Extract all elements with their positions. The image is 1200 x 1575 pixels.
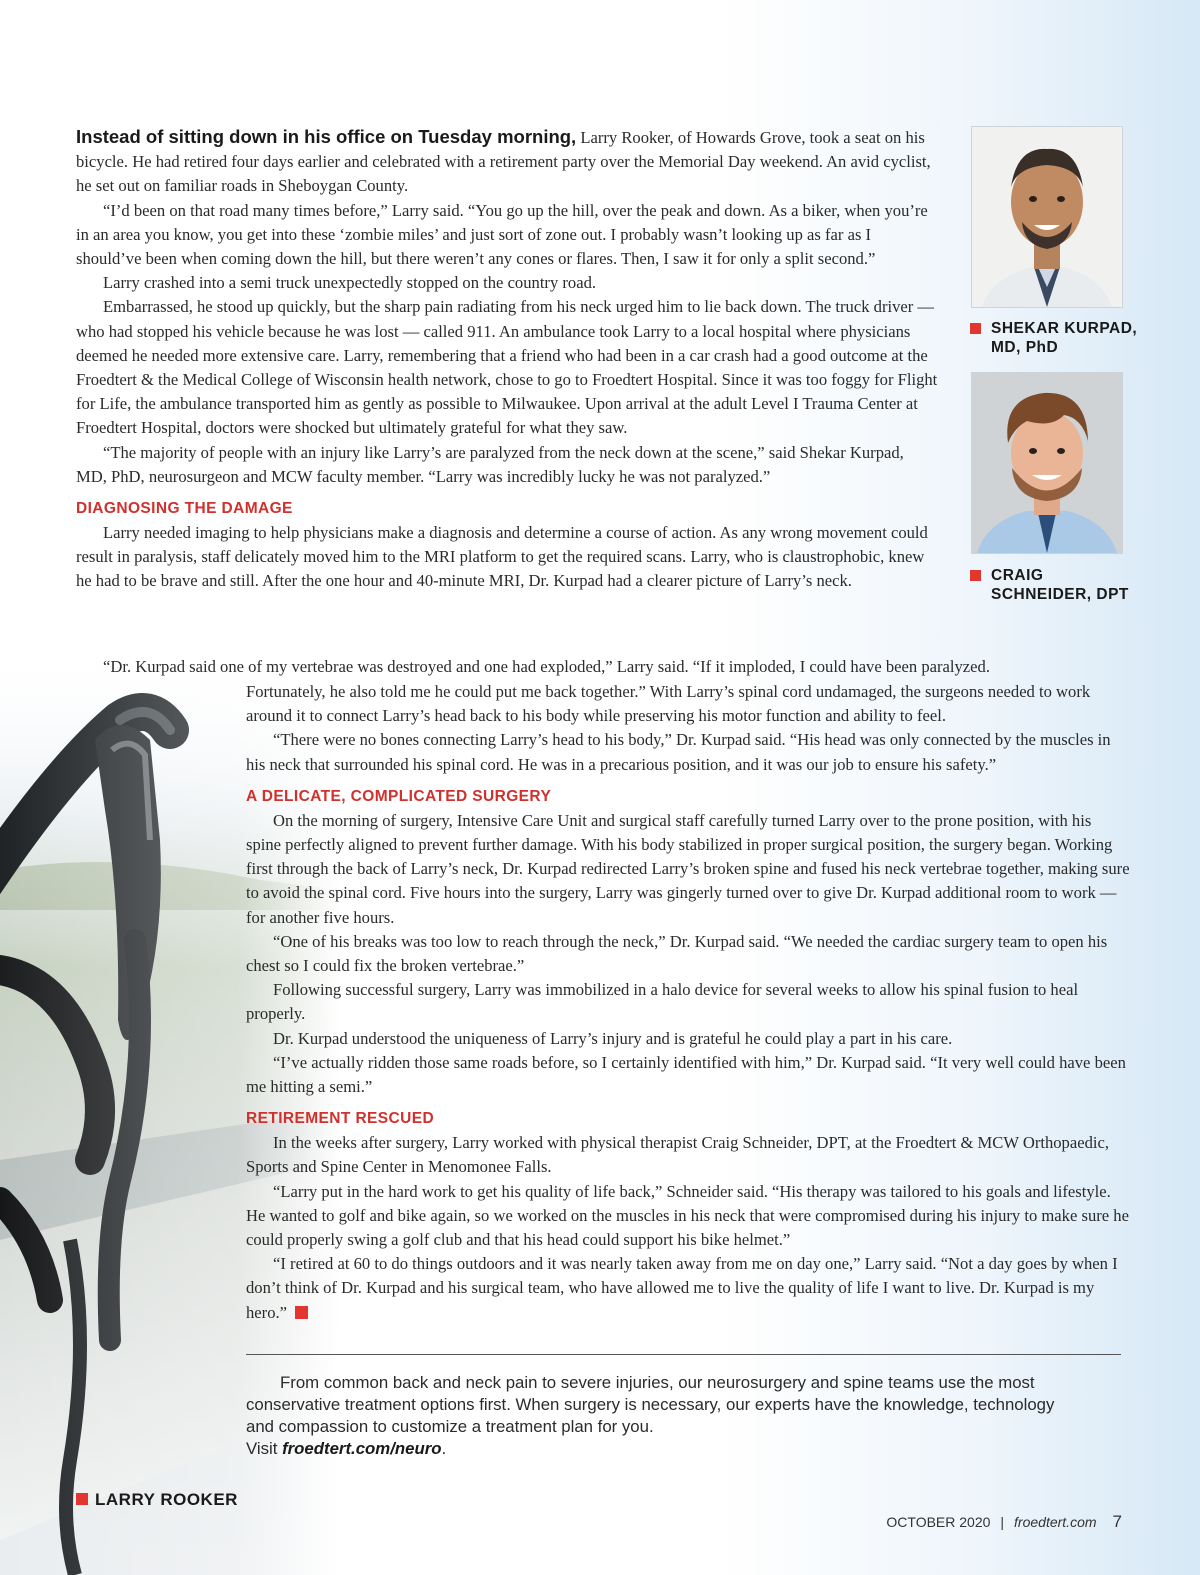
photo-credit-tag [76,1490,238,1510]
caption-line: SCHNEIDER, DPT [991,586,1129,603]
lead-paragraph [76,125,938,199]
doctor-photo-icon [972,127,1122,307]
article-column-bottom [246,680,1130,1325]
paragraph: Fortunately, he also told me he could put me back together.” With Larry’s spinal cord undamaged, the surgeons needed to work around it to connect Larry’s head back to his body while preserving his motor function and ability to feel. [246,682,1091,726]
paragraph: “Larry put in the hard work to get his quality of life back,” Schneider said. “His therapy was tailored to his goals and lifestyle. He wanted to golf and bike again, so we worked on the muscles in his neck that were compromised during his injury to make sure he could properly swing a golf club and that his head could support his bike helmet.” [246,1181,1129,1250]
paragraph: “I’d been on that road many times before,” Larry said. “You go up the hill, over the peak and down. As a biker, when you’re in an area you know, you get into these ‘zombie miles’ and just sort of zone out. I probably wasn’t looking up as far as I should’ve been when coming down the hill, but there weren’t any cones or flares. Then, I saw it for only a split second.” [76,200,928,269]
footer-separator: | [1000,1514,1005,1530]
promo-period: . [441,1439,447,1458]
paragraph-wide-line: “Dr. Kurpad said one of my vertebrae was destroyed and one had exploded,” Larry said. “If it imploded, I could have been paralyzed. [103,657,990,676]
lead-rest: Larry Rooker, of Howards Grove, took a seat on his bicycle. He had retired four days earlier and celebrated with a retirement party over the Memorial Day weekend. An avid cyclist, he set out on familiar roads in Sheboygan County. [76,128,931,196]
caption-line: CRAIG [991,567,1044,584]
photo-subject-label: LARRY ROOKER [95,1490,238,1509]
paragraph: In the weeks after surgery, Larry worked with physical therapist Craig Schneider, DPT, at the Froedtert & MCW Orthopaedic, Sports and Spine Center in Menomonee Falls. [246,1133,1110,1177]
article-column-top [76,125,938,594]
promo-visit-label: Visit [246,1439,283,1458]
paragraph: “I’ve actually ridden those same roads before, so I certainly identified with him,” Dr. Kurpad said. “It very well could have been me hitting a semi.” [246,1052,1126,1097]
issue-date: OCTOBER 2020 [886,1514,991,1530]
paragraph: Embarrassed, he stood up quickly, but the sharp pain radiating from his neck urged him to lie back down. The truck driver — who had stopped his vehicle because he was lost — called 911. An ambulance took Larry to a local hospital where physicians deemed he needed more extensive care. Larry, remembering that a friend who had been in a car crash had a good outcome at the Froedtert & the Medical College of Wisconsin health network, chose to go to Froedtert Hospital. Since it was too foggy for Flight for Life, the ambulance transported him as gently as possible to Milwaukee. Upon arrival at the adult Level I Trauma Center at Froedtert Hospital, doctors were shocked but ultimately grateful for what they saw. [76,297,938,438]
paragraph: On the morning of surgery, Intensive Care Unit and surgical staff carefully turned Larry over to the prone position, with his spine perfectly aligned to prevent further damage. With his body stabilized in proper surgical position, the surgery began. Working first through the back of Larry’s neck, Dr. Kurpad redirected Larry’s broken spine and fused his neck vertebrae together, making sure to avoid the spinal cord. Five hours into the surgery, Larry was gingerly turned over to give Dr. Kurpad additional room to work — for another five hours. [246,810,1130,927]
paragraph: “The majority of people with an injury like Larry’s are paralyzed from the neck down at the scene,” said Shekar Kurpad, MD, PhD, neurosurgeon and MCW faculty member. “Larry was incredibly lucky he was not paralyzed.” [76,442,904,486]
section-heading-retirement: RETIREMENT RESCUED [246,1110,435,1128]
section-heading-surgery: A DELICATE, COMPLICATED SURGERY [246,787,552,805]
caption-craig-schneider [991,566,1129,604]
promo-visit [246,1438,1066,1460]
page-number: 7 [1112,1512,1122,1531]
portrait-craig-schneider [971,372,1123,554]
paragraph: “One of his breaks was too low to reach through the neck,” Dr. Kurpad said. “We needed the cardiac surgery team to open his chest so I could fix the broken vertebrae.” [246,931,1108,976]
paragraph [246,1252,1130,1325]
caption-bullet-icon [970,570,981,581]
tag-bullet-icon [76,1493,88,1505]
caption-line: MD, PhD [991,339,1059,356]
caption-shekar-kurpad [991,319,1137,357]
lead-bold: Instead of sitting down in his office on Tuesday morning, [76,126,577,147]
promo-text: From common back and neck pain to severe injuries, our neurosurgery and spine teams use the most conservative treatment options first. When surgery is necessary, our experts have the knowledge, technology and compassion to customize a treatment plan for you. [246,1373,1055,1436]
caption-line: SHEKAR KURPAD, [991,320,1138,337]
divider [246,1354,1121,1355]
paragraph: Following successful surgery, Larry was immobilized in a halo device for several weeks to allow his spinal fusion to heal properly. [246,980,1079,1024]
promo-box [246,1372,1066,1460]
paragraph: “There were no bones connecting Larry’s head to his body,” Dr. Kurpad said. “His head was only connected by the muscles in his neck that surrounded his spinal cord. He was in a precarious position, and it was our job to ensure his safety.” [246,730,1111,774]
portrait-shekar-kurpad [971,126,1123,308]
paragraph: Larry needed imaging to help physicians make a diagnosis and determine a course of action. As any wrong movement could result in paralysis, staff delicately moved him to the MRI platform to get the required scans. Larry, who is claustrophobic, knew he had to be brave and still. After the one hour and 40-minute MRI, Dr. Kurpad had a clearer picture of Larry’s neck. [76,523,928,591]
section-heading-diagnosing: DIAGNOSING THE DAMAGE [76,500,293,518]
page-footer [886,1512,1122,1532]
end-mark-icon [295,1306,308,1319]
caption-bullet-icon [970,323,981,334]
therapist-photo-icon [972,373,1122,553]
paragraph: Dr. Kurpad understood the uniqueness of Larry’s injury and is grateful he could play a part in his care. [273,1028,953,1048]
paragraph: Larry crashed into a semi truck unexpectedly stopped on the country road. [103,273,597,293]
promo-link[interactable]: froedtert.com/neuro [282,1439,442,1458]
closing-text: “I retired at 60 to do things outdoors and it was nearly taken away from me on day one,” Larry said. “Not a day goes by when I don’t think of Dr. Kurpad and his surgical team, who have allowed me to live the quality of life I want to live. Dr. Kurpad is my hero.” [246,1254,1118,1322]
footer-site-link[interactable]: froedtert.com [1014,1514,1097,1530]
